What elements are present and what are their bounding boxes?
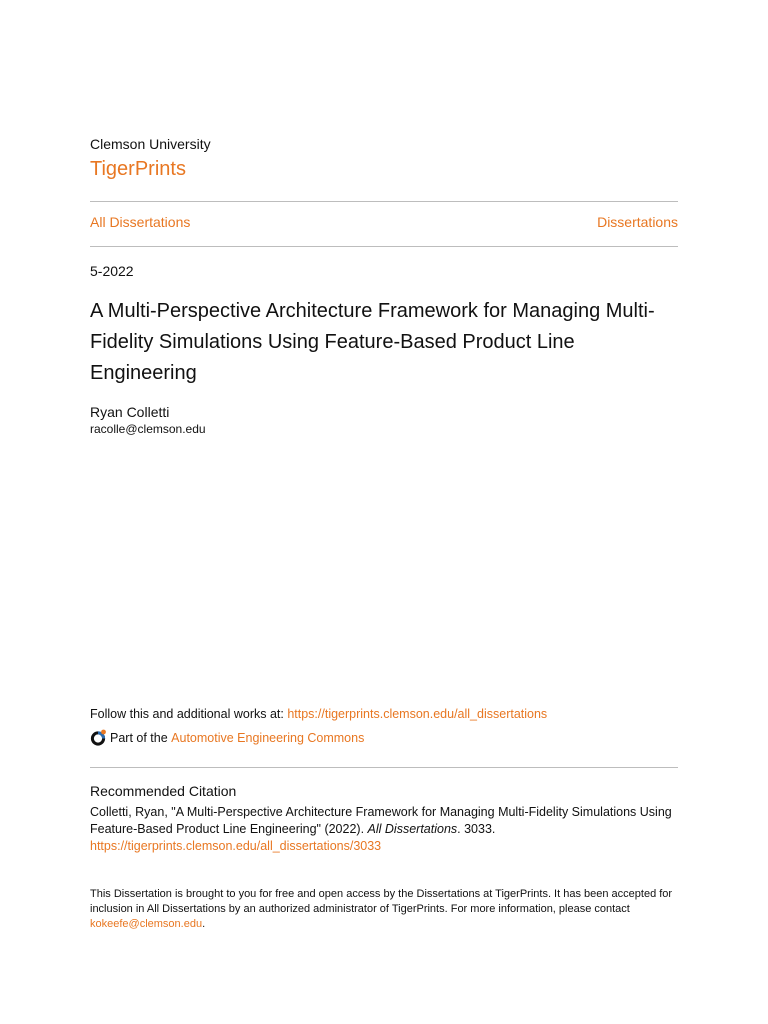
- citation-series: All Dissertations: [367, 822, 458, 836]
- access-notice: [90, 887, 678, 932]
- citation-heading: Recommended Citation: [90, 783, 237, 799]
- divider-nav: [90, 246, 678, 247]
- author-name: Ryan Colletti: [90, 404, 170, 420]
- citation-number: . 3033.: [457, 822, 496, 836]
- document-title: A Multi-Perspective Architecture Framework for Managing Multi-Fidelity Simulations Using Feature-Based Product Line Engineering: [90, 300, 655, 384]
- all-dissertations-link[interactable]: All Dissertations: [90, 214, 191, 230]
- divider-citation: [90, 767, 678, 768]
- contact-email-link[interactable]: kokeefe@clemson.edu: [90, 918, 203, 930]
- part-of-line: [90, 729, 364, 746]
- notice-text: This Dissertation is brought to you for free and open access by the Dissertations at TigerPrints. It has been accepted for inclusion in All Dissertations by an authorized administrator of TigerPrints. For more information, please contact: [90, 888, 673, 915]
- citation-body: Colletti, Ryan, "A Multi-Perspective Architecture Framework for Managing Multi-Fidelity Simulations Using Feature-Based Product Line Engineering" (2022).: [90, 805, 672, 836]
- follow-prefix: Follow this and additional works at:: [90, 707, 288, 721]
- dissertations-link[interactable]: Dissertations: [597, 214, 678, 230]
- follow-line: [90, 707, 547, 721]
- network-commons-icon: [90, 729, 107, 746]
- commons-link[interactable]: Automotive Engineering Commons: [171, 730, 365, 745]
- citation-text: [90, 804, 678, 855]
- publication-date: 5-2022: [90, 263, 134, 279]
- author-email: racolle@clemson.edu: [90, 422, 206, 436]
- institution-name: Clemson University: [90, 136, 211, 152]
- follow-url-link[interactable]: https://tigerprints.clemson.edu/all_dissertations: [287, 707, 548, 721]
- part-of-prefix: Part of the: [110, 730, 168, 745]
- divider-top: [90, 201, 678, 202]
- citation-url-link[interactable]: https://tigerprints.clemson.edu/all_dissertations/3033: [90, 839, 382, 853]
- repository-link[interactable]: TigerPrints: [90, 158, 186, 180]
- notice-suffix: .: [202, 918, 206, 930]
